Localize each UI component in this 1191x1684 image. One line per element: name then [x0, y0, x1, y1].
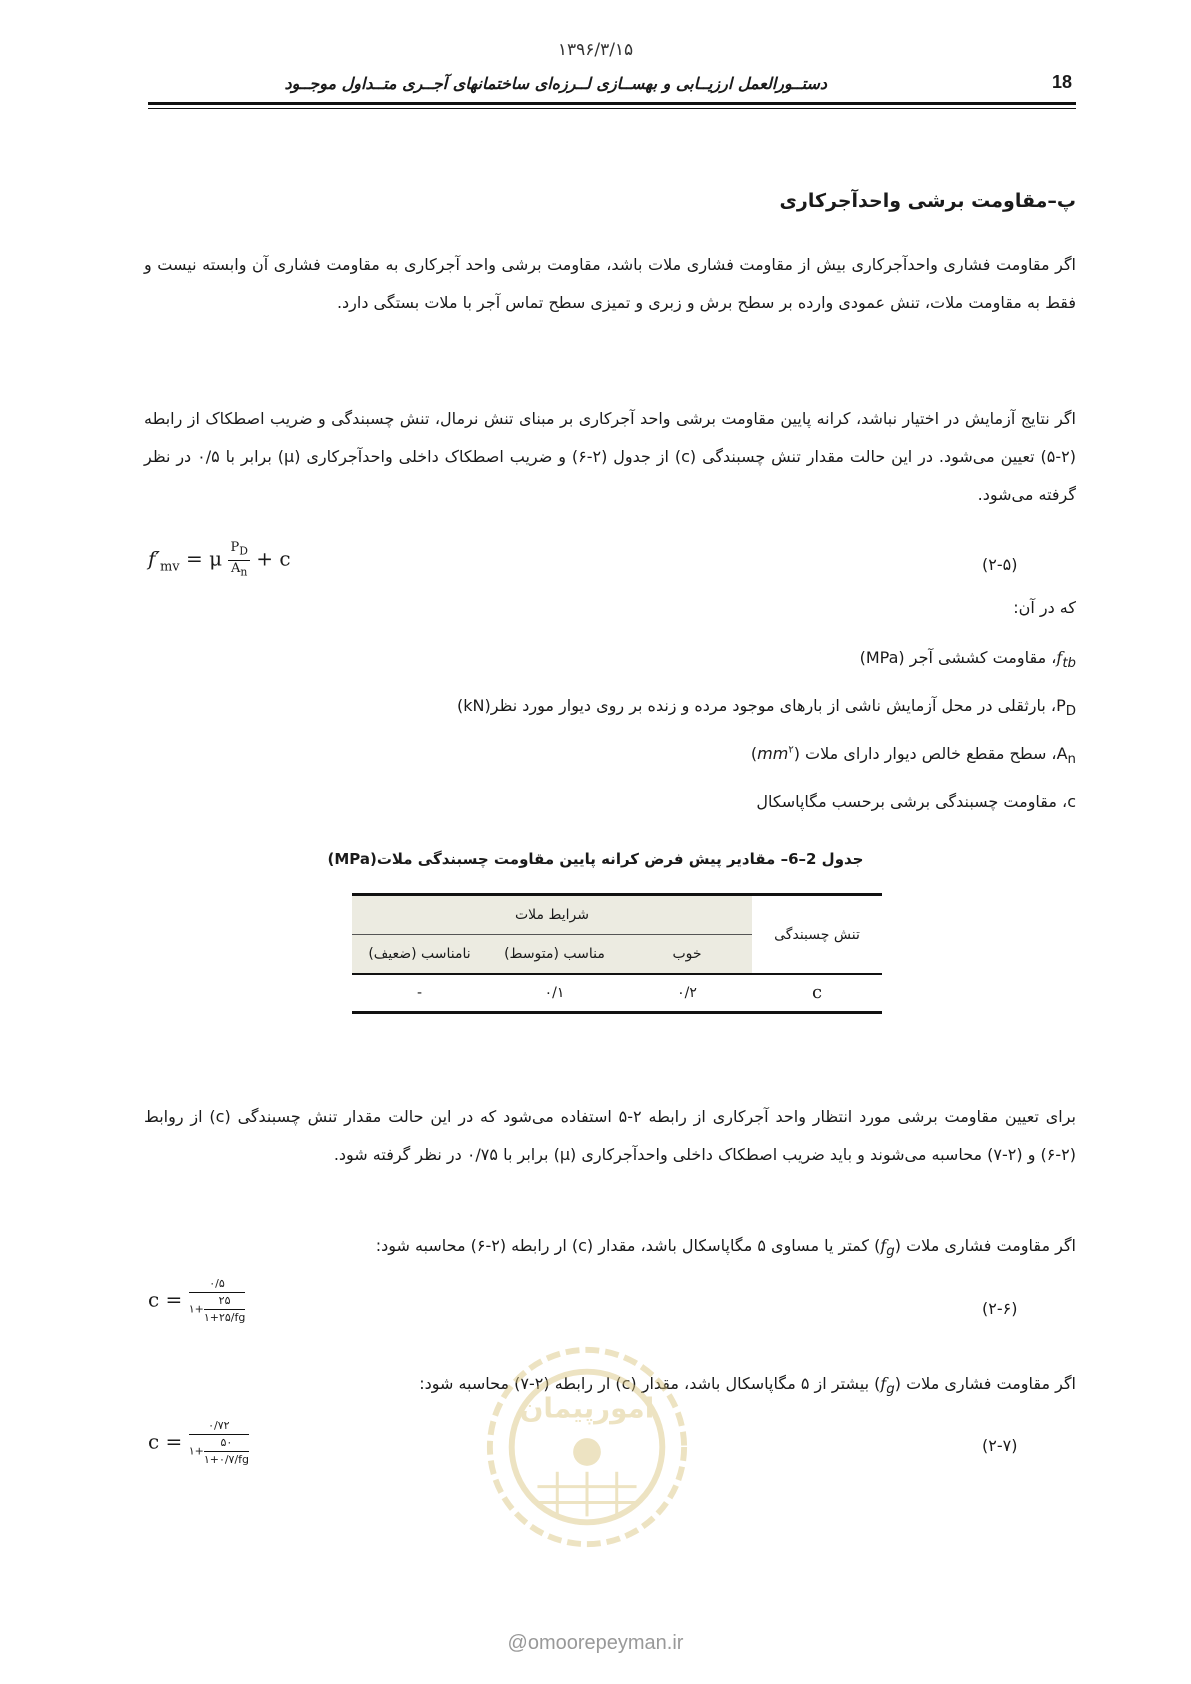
- eq6-inner-den: ۱+۲۵/fg: [203, 1311, 246, 1324]
- paragraph-1: اگر مقاومت فشاری واحدآجرکاری بیش از مقاومت فشاری ملات باشد، مقاومت برشی واحد آجرکاری به مقاومت فشاری آن وابسته نیست و فقط به مقاومت ملات، تنش عمودی وارده بر سطح برش و زبری و تمیزی سطح تماس آجر با ملات بستگی دارد.: [144, 255, 1076, 312]
- eq6-num: ۰/۵: [189, 1276, 246, 1293]
- table-caption-prefix: جدول 2–6–: [780, 850, 864, 868]
- equation-6-label: (۲-۶): [982, 1299, 1018, 1318]
- cond7-sub: g: [886, 1382, 895, 1398]
- definitions-intro: که در آن:: [1013, 598, 1076, 617]
- eq7-fraction: [189, 1418, 249, 1468]
- eq5-tail: + c: [249, 546, 291, 571]
- value-medium: ۰/۱: [487, 974, 622, 1012]
- running-header-title: دستــورالعمل ارزیــابی و بهســازی لــرزه‌ای ساختمانهای آجــری متــداول موجــود: [284, 74, 827, 93]
- pd-symbol: P: [1056, 696, 1066, 715]
- row-header-cell: تنش چسبندگی: [752, 895, 882, 975]
- an-unit: mm: [757, 744, 789, 763]
- eq5-den-sub: n: [240, 565, 248, 579]
- ftb-text: ، مقاومت کششی آجر (MPa): [859, 648, 1057, 667]
- table-caption-text: مقادیر پیش فرض کرانه پایین مقاومت چسبندگی ملات(MPa): [327, 850, 776, 868]
- cond6-sub: g: [886, 1244, 895, 1260]
- ftb-sub: tb: [1062, 656, 1076, 672]
- cond7-b: ) بیشتر از ۵ مگاپاسکال باشد، مقدار (c) ار رابطه (۲-۷) محاسبه شود:: [419, 1374, 881, 1393]
- eq6-inner-num: ۲۵: [204, 1293, 246, 1310]
- row-label-c: c: [752, 974, 882, 1012]
- cond6-a: اگر مقاومت فشاری ملات (: [894, 1236, 1076, 1255]
- section-heading: پ–مقاومت برشی واحدآجرکاری: [779, 190, 1076, 212]
- eq5-mu: = μ: [179, 546, 223, 571]
- equation-5-label: (۲-۵): [982, 555, 1018, 574]
- value-poor: -: [352, 974, 487, 1012]
- eq7-lhs: c =: [148, 1429, 183, 1454]
- cond6-sym: f: [880, 1236, 887, 1255]
- eq6-lhs: c =: [148, 1287, 183, 1312]
- page-number: 18: [1052, 72, 1073, 92]
- equation-7: [148, 1418, 249, 1468]
- cond7-sym: f: [880, 1374, 887, 1393]
- header-date: ۱۳۹۶/۳/۱۵: [557, 40, 634, 60]
- column-poor: نامناسب (ضعیف): [352, 935, 487, 975]
- equation-7-label: (۲-۷): [982, 1436, 1018, 1455]
- table-row: [352, 974, 882, 1012]
- pd-text: ، بارثقلی در محل آزمایش ناشی از بارهای موجود مرده و زنده بر روی دیوار مورد نظر(kN): [457, 696, 1057, 715]
- eq6-fraction: [189, 1276, 246, 1326]
- column-good: خوب: [622, 935, 752, 975]
- ftb-symbol: f: [1056, 648, 1063, 667]
- definition-pd: [457, 696, 1076, 719]
- an-close: ): [750, 744, 758, 763]
- cond6-b: ) کمتر یا مساوی ۵ مگاپاسکال باشد، مقدار (c) ار رابطه (۲-۶) محاسبه شود:: [375, 1236, 881, 1255]
- footer-site: @omoorepeyman.ir: [507, 1632, 684, 1654]
- eq7-inner-num: ۵۰: [204, 1435, 249, 1452]
- eq6-den-prefix: ۱+: [188, 1302, 204, 1316]
- eq7-num: ۰/۷۲: [189, 1418, 249, 1435]
- column-medium: مناسب (متوسط): [487, 935, 622, 975]
- an-text: ، سطح مقطع خالص دیوار دارای ملات (: [793, 744, 1057, 763]
- an-exp: ۲: [788, 744, 794, 756]
- condition-eq6: [376, 1236, 1076, 1259]
- definition-c: c، مقاومت چسبندگی برشی برحسب مگاپاسکال: [756, 792, 1076, 811]
- eq5-num-sub: D: [239, 544, 248, 558]
- an-sub: n: [1067, 752, 1076, 768]
- equation-6: [148, 1276, 245, 1326]
- eq5-lhs: f′: [148, 546, 160, 571]
- header-rule-thick: [148, 102, 1076, 105]
- watermark-text: امورپیمان: [519, 1391, 655, 1425]
- watermark-logo: [478, 1338, 696, 1556]
- eq5-fraction: [228, 540, 249, 580]
- group-header-cell: شرایط ملات: [352, 895, 752, 935]
- eq7-inner-den: ۱+۰/۷/fg: [203, 1453, 250, 1466]
- definition-ftb: [860, 648, 1076, 671]
- value-good: ۰/۲: [622, 974, 752, 1012]
- eq5-num: P: [230, 540, 240, 555]
- cond7-a: اگر مقاومت فشاری ملات (: [894, 1374, 1076, 1393]
- eq7-den-prefix: ۱+: [188, 1444, 204, 1458]
- cohesion-table: [352, 893, 882, 1014]
- definition-an: [751, 744, 1076, 767]
- equation-5: [148, 540, 291, 580]
- paragraph-3: برای تعیین مقاومت برشی مورد انتظار واحد آجرکاری از رابطه ۲-۵ استفاده می‌شود که در این حالت مقدار تنش چسبندگی (c) از روابط (۲-۶) و (۲-۷) محاسبه می‌شوند و باید ضریب اصطکاک داخلی واحدآجرکاری (μ) برابر با ۰/۷۵ در نظر گرفته شود.: [144, 1107, 1077, 1164]
- eq5-lhs-sub: mv: [159, 559, 180, 575]
- paragraph-2: اگر نتایج آزمایش در اختیار نباشد، کرانه پایین مقاومت برشی واحد آجرکاری بر مبنای تنش نرمال، تنش چسبندگی و ضریب اصطکاک از رابطه (۲-۵) تعیین می‌شود. در این حالت مقدار تنش چسبندگی (c) از جدول (۲-۶) و ضریب اصطکاک داخلی واحدآجرکاری (μ) برابر با ۰/۵ در نظر گرفته می‌شود.: [144, 409, 1077, 504]
- pd-sub: D: [1065, 704, 1076, 720]
- eq5-den: A: [231, 560, 241, 576]
- table-caption: [0, 850, 1191, 868]
- header-rule-thin: [148, 108, 1076, 109]
- an-symbol: A: [1056, 744, 1068, 763]
